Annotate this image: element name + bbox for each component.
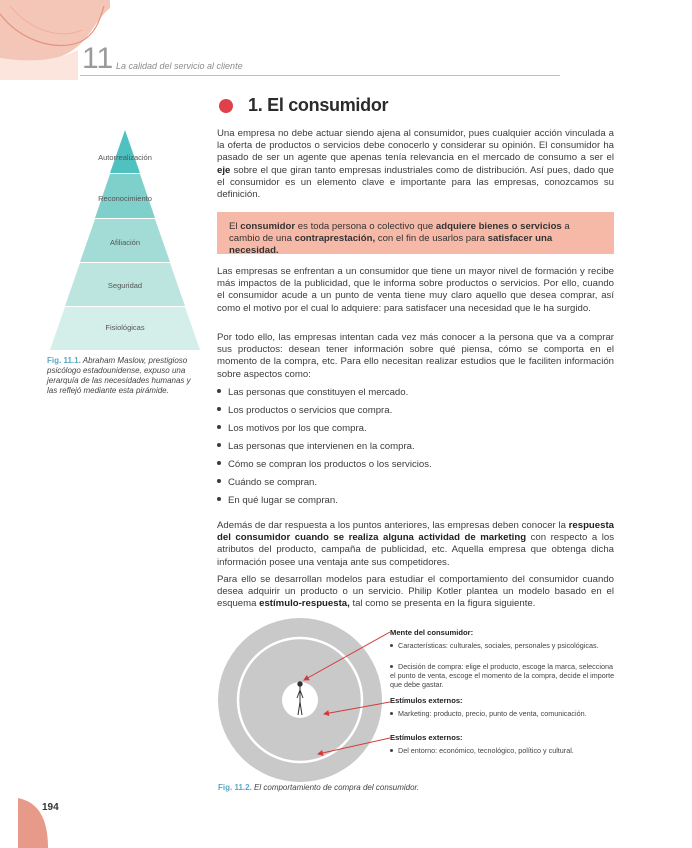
bullet-icon: [217, 389, 221, 393]
bullet-icon: [390, 749, 393, 752]
list-item: Las personas que intervienen en la compra.: [217, 441, 415, 452]
list-item: En qué lugar se compran.: [217, 495, 338, 506]
bullet-icon: [217, 407, 221, 411]
chapter-title: La calidad del servicio al cliente: [116, 61, 243, 71]
pyramid-label-reconocimiento: Reconocimiento: [98, 194, 152, 203]
list-item: Los productos o servicios que compra.: [217, 405, 392, 416]
list-item: Los motivos por los que compra.: [217, 423, 367, 434]
diagram-arrows: [218, 618, 398, 788]
figure-item-entorno: Del entorno: económico, tecnológico, político y cultural.: [390, 746, 615, 755]
list-item: Cómo se compran los productos o los servicios.: [217, 459, 432, 470]
section-bullet-icon: [219, 99, 233, 113]
pyramid-label-seguridad: Seguridad: [107, 281, 143, 290]
bullet-icon: [217, 443, 221, 447]
chapter-number: 11: [82, 42, 114, 75]
figure-item-decision: Decisión de compra: elige el producto, escoge la marca, selecciona el punto de venta, escoge el momento de la compra, decide el importe que debe gastar.: [390, 662, 615, 689]
pyramid-label-autorrealizacion: Autorrealización: [98, 153, 152, 162]
bullet-icon: [217, 425, 221, 429]
bullet-icon: [217, 461, 221, 465]
section-title: 1. El consumidor: [248, 95, 389, 115]
bullet-icon: [390, 712, 393, 715]
pyramid-label-fisiologicas: Fisiológicas: [105, 323, 145, 332]
bullet-icon: [390, 665, 393, 668]
figure-item-marketing: Marketing: producto, precio, punto de venta, comunicación.: [390, 709, 615, 718]
paragraph-5: Para ello se desarrollan modelos para estudiar el comportamiento del consumidor cuando desea adquirir un producto o un servicio. Philip Kotler plantea un modelo basado en el esquema estímulo-respuesta, tal como se presenta en la figura siguiente.: [217, 574, 614, 610]
pyramid-label-afiliacion: Afiliación: [109, 238, 140, 247]
paragraph-2: Las empresas se enfrentan a un consumidor que tiene un mayor nivel de formación y recibe más impactos de la publicidad, que le informa sobre productos o servicios. Por ello, cuando el consumidor acude a un punto de venta tiene muy claro aquello que desea comprar, así como el motivo por el cual lo adquiere: para satisfacer una necesidad que le ha surgido.: [217, 266, 614, 314]
definition-box: El consumidor es toda persona o colectivo que adquiere bienes o servicios a cambio de una contraprestación, con el fin de usarlos para satisfacer una necesidad.: [217, 212, 614, 254]
list-item: Cuándo se compran.: [217, 477, 317, 488]
bullet-icon: [217, 479, 221, 483]
figure-heading-mente: Mente del consumidor:: [390, 628, 474, 637]
figure-2-caption: Fig. 11.2. El comportamiento de compra del consumidor.: [218, 783, 420, 792]
page-number: 194: [42, 802, 59, 813]
list-item: Las personas que constituyen el mercado.: [217, 387, 408, 398]
bullet-icon: [217, 497, 221, 501]
bullet-icon: [390, 644, 393, 647]
intro-paragraph: Una empresa no debe actuar siendo ajena al consumidor, pues cualquier acción vinculada a la oferta de productos o servicios debe conocerlo y considerar su opinión. El consumidor ha pasado de ser un agente que apenas tenía relevancia en el mercado de consumo a ser el eje sobre el que giran tanto empresas industriales como de distribución. Así pues, dado que el consumidor es un elemento clave e importante para las empresas, conozcamos su definición.: [217, 128, 614, 201]
paragraph-4: Además de dar respuesta a los puntos anteriores, las empresas deben conocer la respuesta del consumidor cuando se realiza alguna actividad de marketing con respecto a los atributos del producto, campaña de publicidad, etc. Aquella empresa que obtenga dicha información posee una ventaja ante sus competidores.: [217, 520, 614, 568]
figure-item-caracteristicas: Características: culturales, sociales, personales y psicológicas.: [390, 641, 615, 650]
figure-heading-estimulos-1: Estímulos externos:: [390, 696, 463, 705]
figure-heading-estimulos-2: Estímulos externos:: [390, 733, 463, 742]
figure-1-caption: Fig. 11.1. Abraham Maslow, prestigioso psicólogo estadounidense, expuso una jerarquía de las necesidades humanas y las reflejó mediante esta pirámide.: [47, 356, 191, 395]
paragraph-3: Por todo ello, las empresas intentan cada vez más conocer a la persona que va a comprar sus productos: desean tener información sobre qué piensa, cómo se comporta en el momento de la compra, etc. Para ello necesitan realizar estudios que le faciliten información sobre aspectos como:: [217, 332, 614, 380]
pyramid-level-1: [110, 130, 140, 173]
header-divider: [80, 75, 560, 76]
